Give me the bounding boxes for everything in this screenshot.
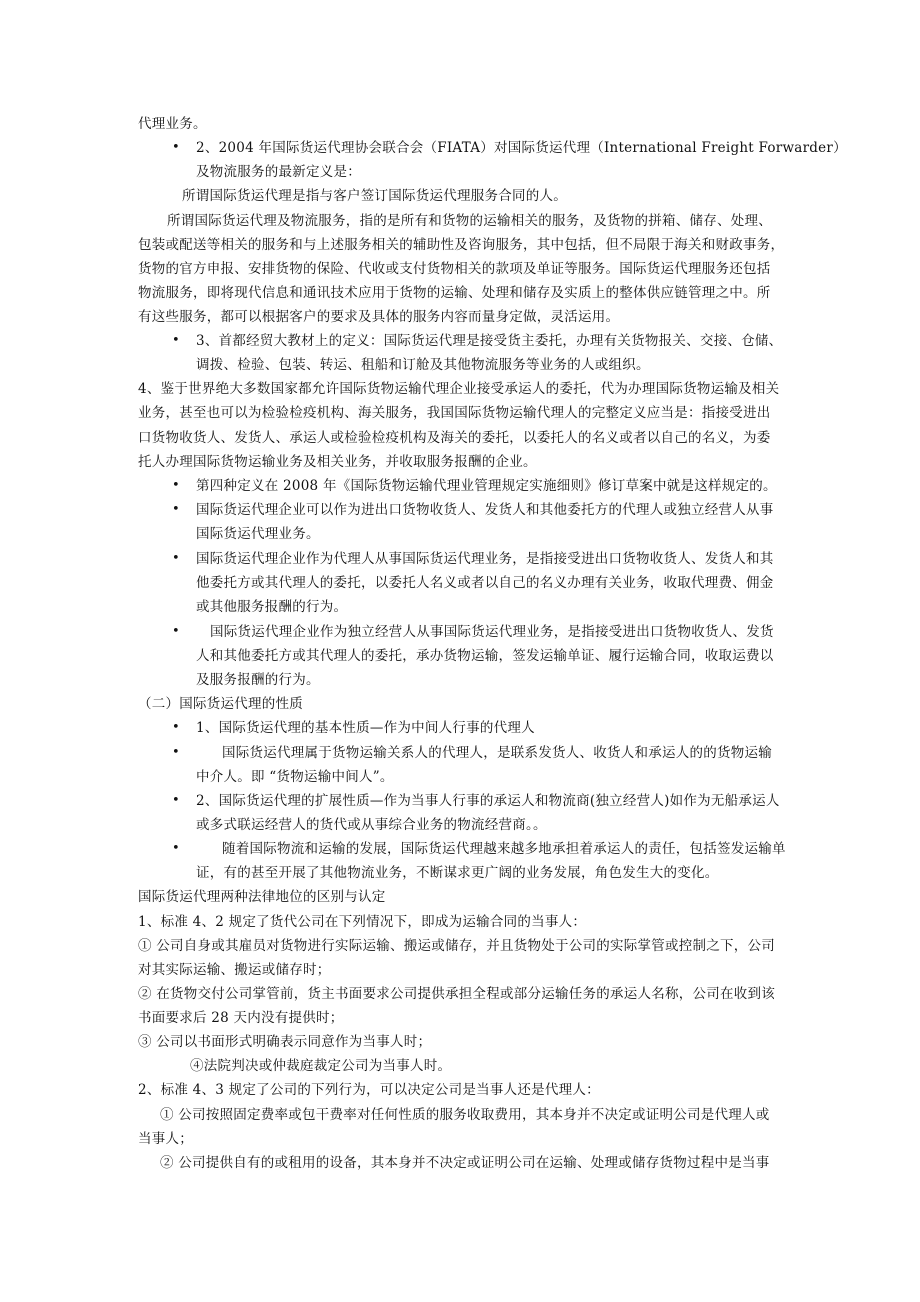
bullet-marker: • xyxy=(172,745,180,760)
paragraph-line: ② 在货物交付公司掌管前，货主书面要求公司提供承担全程或部分运输任务的承运人名称，公司在收到该 xyxy=(138,986,776,1002)
text-line: 所谓国际货运代理是指与客户签订国际货运代理服务合同的人。 xyxy=(182,188,567,204)
bullet-text-line: 国际货运代理企业可以作为进出口货物收货人、发货人和其他委托方的代理人或独立经营人从事 xyxy=(196,502,774,518)
bullet-text-line: 国际货运代理企业作为代理人从事国际货运代理业务，是指接受进出口货物收货人、发货人和其 xyxy=(196,551,774,567)
bullet-marker: • xyxy=(172,841,180,856)
bullet-text-line: 证，有的甚至开展了其他物流业务，不断谋求更广阔的业务发展，角色发生大的变化。 xyxy=(196,865,719,881)
bullet-text-line: 或多式联运经营人的货代或从事综合业务的物流经营商。。 xyxy=(196,817,547,833)
paragraph-line: 4、鉴于世界绝大多数国家都允许国际货物运输代理企业接受承运人的委托，代为办理国际货物运输及相关 xyxy=(138,381,780,397)
paragraph-line: 有这些服务，都可以根据客户的要求及具体的服务内容而量身定做，灵活运用。 xyxy=(138,309,620,325)
bullet-text-line: 1、国际货运代理的基本性质—作为中间人行事的代理人 xyxy=(196,720,535,736)
bullet-marker: • xyxy=(172,720,180,735)
paragraph-line: 对其实际运输、搬运或储存时； xyxy=(138,962,331,978)
bullet-text-line: 及服务报酬的行为。 xyxy=(196,672,320,688)
bullet-text-line: 及物流服务的最新定义是： xyxy=(196,164,361,180)
paragraph-line: ④法院判决或仲裁庭裁定公司为当事人时。 xyxy=(190,1058,452,1074)
paragraph-line: 口货物收货人、发货人、承运人或检验检疫机构及海关的委托，以委托人的名义或者以自己的名义，为委 xyxy=(138,430,771,446)
paragraph-line: 书面要求后 28 天内没有提供时； xyxy=(138,1010,344,1026)
bullet-marker: • xyxy=(172,333,180,348)
section-heading: 国际货运代理两种法律地位的区别与认定 xyxy=(138,889,386,905)
bullet-text-line: 人和其他委托方或其代理人的委托，承办货物运输，签发运输单证、履行运输合同，收取运费以 xyxy=(196,648,774,664)
paragraph-line: 1、标准 4、2 规定了货代公司在下列情况下，即成为运输合同的当事人： xyxy=(138,914,587,930)
bullet-text-line: 或其他服务报酬的行为。 xyxy=(196,599,348,615)
bullet-marker: • xyxy=(172,793,180,808)
section-heading: （二）国际货运代理的性质 xyxy=(138,696,303,712)
paragraph-line: 物流服务，即将现代信息和通讯技术应用于货物的运输、处理和储存及实质上的整体供应链管理之中。所 xyxy=(138,285,771,301)
bullet-marker: • xyxy=(172,624,180,639)
bullet-text-line: 国际货运代理企业作为独立经营人从事国际货运代理业务，是指接受进出口货物收货人、发货 xyxy=(210,624,774,640)
bullet-marker: • xyxy=(172,551,180,566)
paragraph-line: ① 公司按照固定费率或包干费率对任何性质的服务收取费用，其本身并不决定或证明公司是代理人或 xyxy=(160,1107,770,1123)
bullet-text-line: 国际货运代理业务。 xyxy=(196,526,320,542)
paragraph-line: ② 公司提供自有的或租用的设备，其本身并不决定或证明公司在运输、处理或储存货物过程中是当事 xyxy=(160,1155,770,1171)
text-line: 代理业务。 xyxy=(138,116,207,132)
bullet-text-line: 国际货运代理属于货物运输关系人的代理人，是联系发货人、收货人和承运人的的货物运输 xyxy=(222,745,772,761)
paragraph-line: 货物的官方申报、安排货物的保险、代收或支付货物相关的款项及单证等服务。国际货运代理服务还包括 xyxy=(138,261,771,277)
bullet-text-line: 他委托方或其代理人的委托，以委托人名义或者以自己的名义办理有关业务，收取代理费、佣金 xyxy=(196,575,774,591)
paragraph-line: ③ 公司以书面形式明确表示同意作为当事人时； xyxy=(138,1034,432,1050)
bullet-marker: • xyxy=(172,502,180,517)
bullet-text-line: 中介人。即 “货物运输中间人”。 xyxy=(196,769,394,785)
bullet-text-line: 2、国际货运代理的扩展性质—作为当事人行事的承运人和物流商(独立经营人)如作为无船承运人 xyxy=(196,793,780,809)
bullet-text-line: 第四种定义在 2008 年《国际货物运输代理业管理规定实施细则》修订草案中就是这样规定的。 xyxy=(196,478,777,494)
paragraph-line: 业务，甚至也可以为检验检疫机构、海关服务，我国国际货物运输代理人的完整定义应当是：指接受进出 xyxy=(138,405,771,421)
paragraph-line: 托人办理国际货物运输业务及相关业务，并收取服务报酬的企业。 xyxy=(138,454,537,470)
paragraph-line: 当事人； xyxy=(138,1131,193,1147)
bullet-text-line: 2、2004 年国际货运代理协会联合会（FIATA）对国际货运代理（International Freight Forwarder） xyxy=(196,140,847,156)
bullet-marker: • xyxy=(172,478,180,493)
bullet-text-line: 随着国际物流和运输的发展，国际货运代理越来越多地承担着承运人的责任，包括签发运输单 xyxy=(222,841,786,857)
bullet-text-line: 3、首都经贸大教材上的定义：国际货运代理是接受货主委托，办理有关货物报关、交接、仓储、 xyxy=(196,333,783,349)
paragraph-line: 2、标准 4、3 规定了公司的下列行为，可以决定公司是当事人还是代理人： xyxy=(138,1082,600,1098)
paragraph-line: ① 公司自身或其雇员对货物进行实际运输、搬运或储存，并且货物处于公司的实际掌管或控制之下，公司 xyxy=(138,938,776,954)
paragraph-line: 包装或配送等相关的服务和与上述服务相关的辅助性及咨询服务，其中包括，但不局限于海关和财政事务， xyxy=(138,237,785,253)
bullet-text-line: 调拨、检验、包装、转运、租船和订舱及其他物流服务等业务的人或组织。 xyxy=(196,357,650,373)
paragraph-line: 所谓国际货运代理及物流服务，指的是所有和货物的运输相关的服务，及货物的拼箱、储存、处理、 xyxy=(167,213,772,229)
bullet-marker: • xyxy=(172,140,180,155)
